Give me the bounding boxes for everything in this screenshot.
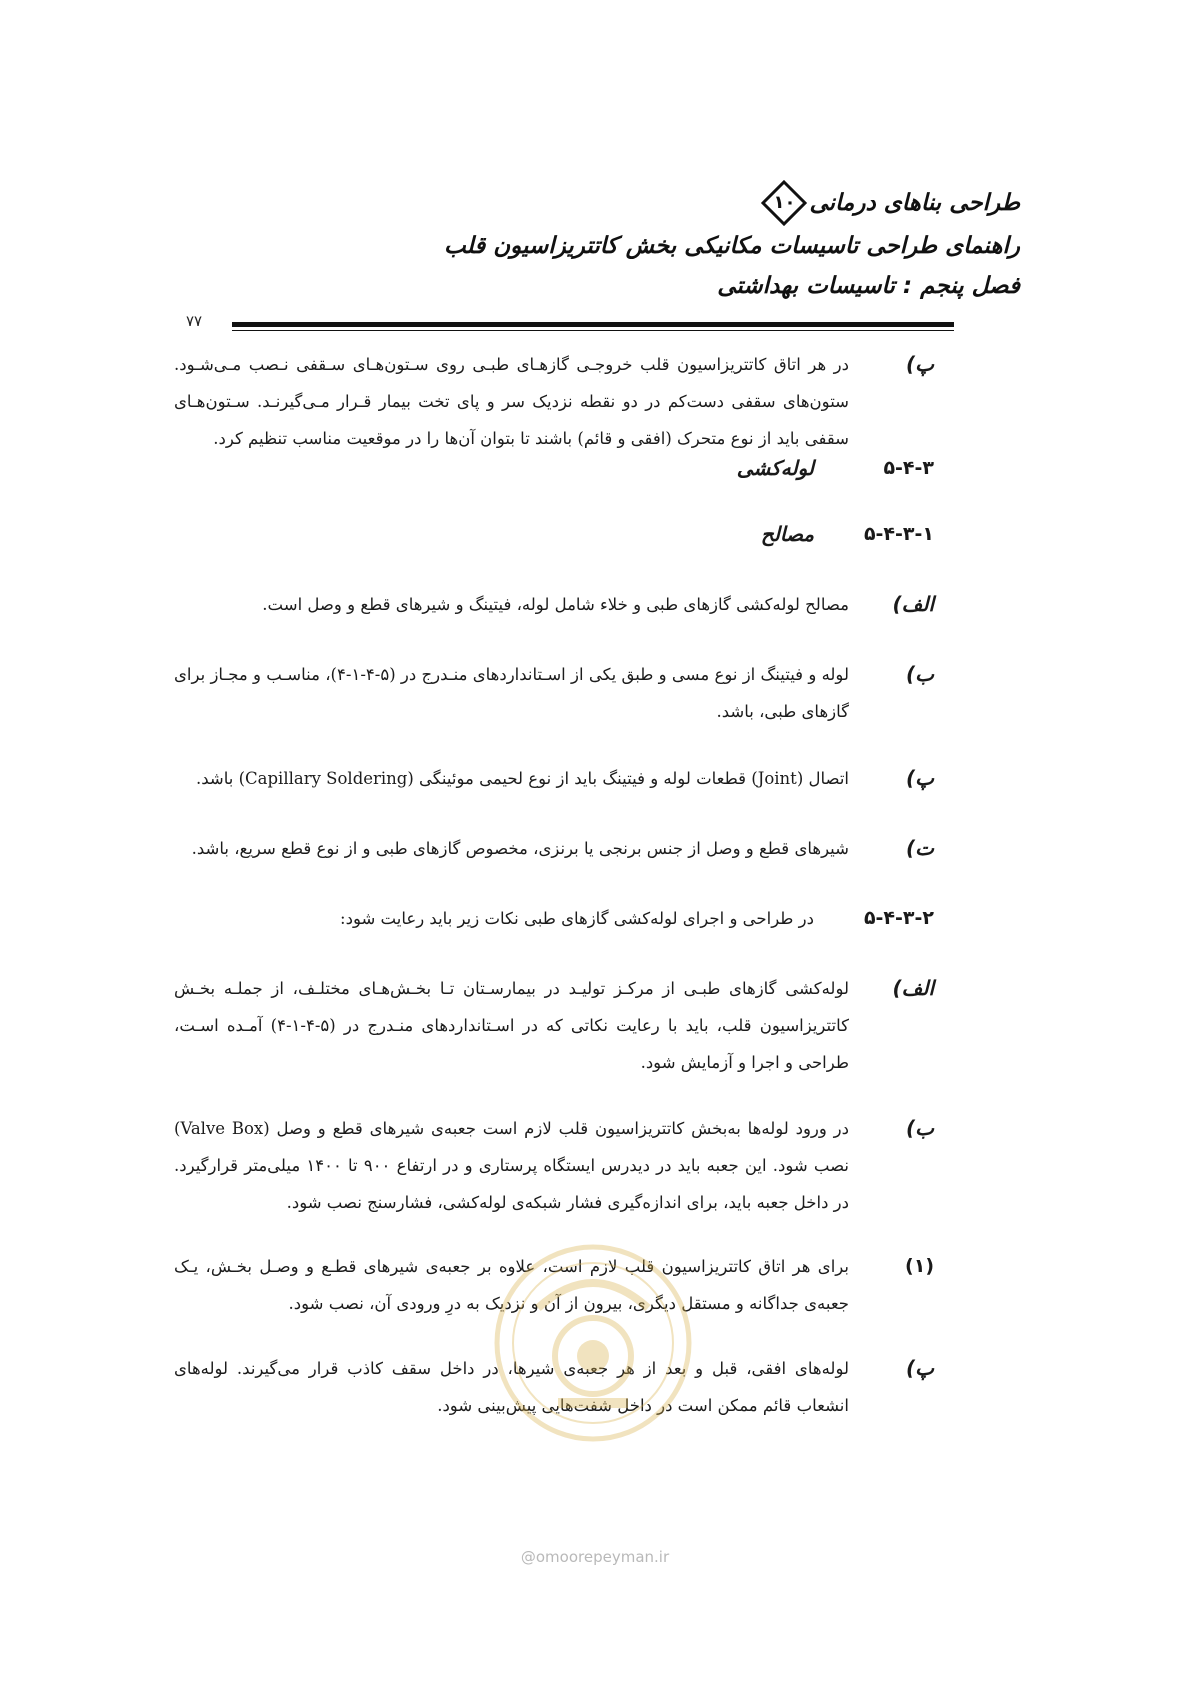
watermark-url: @omoorepeyman.ir <box>520 1548 670 1566</box>
header-chapter-title: فصل پنجم : تاسیسات بهداشتی <box>717 273 1020 299</box>
subsection-heading <box>174 516 934 553</box>
header-rule-thin <box>232 330 954 331</box>
item-marker: ب) <box>906 1116 934 1140</box>
list-item <box>174 586 934 623</box>
item-text: لوله‌های افقی، قبل و بعد از هر جعبه‌ی شیرها، در داخل سقف کاذب قرار می‌گیرند. لوله‌های انشعاب قائم ممکن است در داخل شفت‌هایی پیش‌بینی شود. <box>174 1359 849 1415</box>
section-title: لوله‌کشی <box>736 456 814 480</box>
subsection-number: ۵-۴-۳-۲ <box>863 907 934 929</box>
item-marker: پ) <box>906 1356 934 1380</box>
page-header <box>200 180 1020 306</box>
subsection-heading <box>174 900 934 937</box>
item-marker: ت) <box>906 836 934 860</box>
item-text: اتصال (Joint) قطعات لوله و فیتینگ باید از نوع لحیمی موئینگی (Capillary Soldering) باشد. <box>195 769 849 788</box>
list-item <box>174 1110 934 1221</box>
subsection-number: ۵-۴-۳-۱ <box>863 523 934 545</box>
list-item <box>174 346 934 457</box>
item-marker: ب) <box>906 662 934 686</box>
volume-badge <box>761 180 807 226</box>
item-marker: پ) <box>906 766 934 790</box>
item-marker: الف) <box>892 976 934 1000</box>
watermark-seal-icon <box>488 1238 698 1448</box>
list-item <box>174 830 934 867</box>
page-number: ۷۷ <box>186 312 203 330</box>
series-title: طراحی بناهای درمانی <box>809 190 1020 216</box>
section-heading <box>174 450 934 487</box>
section-number: ۵-۴-۳ <box>883 457 934 479</box>
header-series-line <box>200 180 1020 226</box>
item-text: برای هر اتاق کاتتریزاسیون قلب لازم است، علاوه بر جعبه‌ی شیرهای قطـع و وصـل بخـش، یـک جعبه‌ی جداگانه و مستقل دیگری، بیرون از آن و نزدیک به درِ ورودی آن، نصب شود. <box>174 1257 849 1313</box>
item-text: شیرهای قطع و وصل از جنس برنجی یا برنزی، مخصوص گازهای طبی و از نوع قطع سریع، باشد. <box>191 839 849 858</box>
subsection-title: مصالح <box>760 522 814 546</box>
volume-number: ۱۰ <box>773 192 796 213</box>
list-item <box>174 760 934 797</box>
item-marker: الف) <box>892 592 934 616</box>
item-text: مصالح لوله‌کشی گازهای طبی و خلاء شامل لوله، فیتینگ و شیرهای قطع و وصل است. <box>262 595 849 614</box>
item-text: در هر اتاق کاتتریزاسیون قلب خروجـی گازهـای طبـی روی سـتون‌هـای سـقفی نـصب مـی‌شـود. ستون‌های سقفی دست‌کم در دو نقطه نزدیک سر و پای تخت بیمار قـرار مـی‌گیرنـد. سـتون‌هـای سقفی باید از نوع متحرک (افقی و قائم) باشند تا بتوان آن‌ها را در موقعیت مناسب تنظیم کرد. <box>174 355 849 448</box>
list-item <box>174 656 934 730</box>
list-item <box>174 970 934 1081</box>
item-marker: پ) <box>906 352 934 376</box>
header-guide-title: راهنمای طراحی تاسیسات مکانیکی بخش کاتتریزاسیون قلب <box>444 233 1020 259</box>
item-text: لوله و فیتینگ از نوع مسی و طبق یکی از اسـتانداردهای منـدرج در (۵-۴-۱-۴)، مناسـب و مجـاز برای گازهای طبی، باشد. <box>174 665 849 721</box>
header-rule-thick <box>232 322 954 327</box>
item-text: در ورود لوله‌ها به‌بخش کاتتریزاسیون قلب لازم است جعبه‌ی شیرهای قطع و وصل (Valve Box) نصب شود. این جعبه باید در دیدرس ایستگاه پرستاری و در ارتفاع ۹۰۰ تا ۱۴۰۰ میلی‌متر قرارگیرد. در داخل جعبه باید، برای اندازه‌گیری فشار شبکه‌ی لوله‌کشی، فشارسنج نصب شود. <box>174 1119 849 1212</box>
subsection-text: در طراحی و اجرای لوله‌کشی گازهای طبی نکات زیر باید رعایت شود: <box>340 909 814 928</box>
item-marker: (۱) <box>905 1255 934 1277</box>
item-text: لوله‌کشی گازهای طبـی از مرکـز تولیـد در بیمارسـتان تـا بخـش‌هـای مختلـف، از جملـه بخـش کاتتریزاسیون قلب، باید با رعایت نکاتی که در اسـتانداردهای منـدرج در (۵-۴-۱-۴) آمـده اسـت، طراحی و اجرا و آزمایش شود. <box>174 979 849 1072</box>
